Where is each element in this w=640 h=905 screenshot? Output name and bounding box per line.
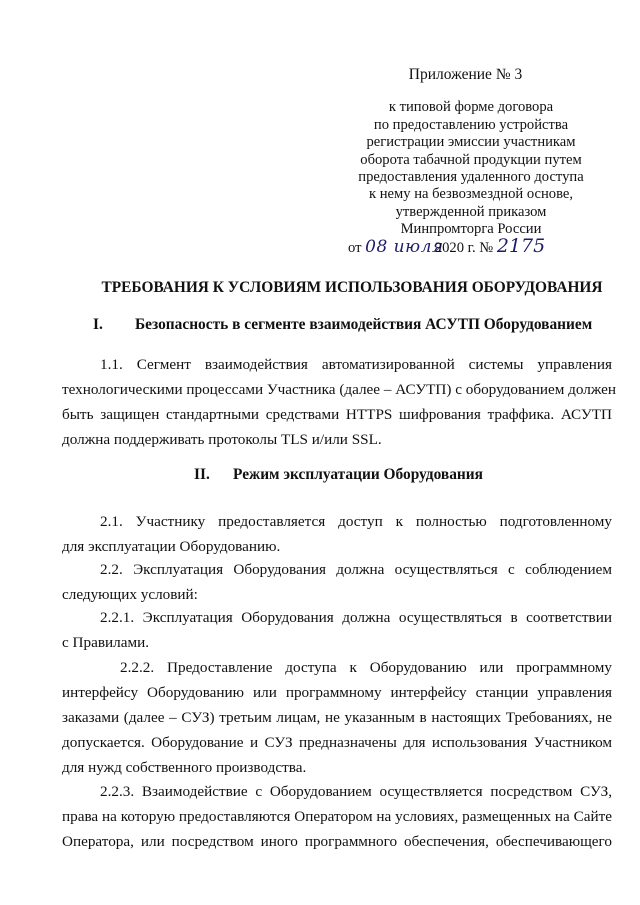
paragraph-line: заказами (далее – СУЗ) третьим лицам, не указанным в настоящих Требованиях, не [62,709,612,726]
paragraph-line: допускается. Оборудование и СУЗ предназначены для использования Участником [62,734,612,751]
header-line: предоставления удаленного доступа [358,169,584,185]
paragraph-2-2-2 [62,655,612,780]
handwritten-order-number: 2175 [496,235,546,257]
paragraph-line: быть защищен стандартными средствами HTTPS шифрования траффика. АСУТП [62,406,612,423]
paragraph-2-2-3 [62,779,612,854]
section-2-heading: Режим эксплуатации Оборудования [233,466,483,483]
order-reference [348,235,598,257]
document-title: ТРЕБОВАНИЯ К УСЛОВИЯМ ИСПОЛЬЗОВАНИЯ ОБОРУДОВАНИЯ [101,279,603,296]
header-line: регистрации эмиссии участникам [366,134,576,150]
header-line: по предоставлению устройства [373,117,569,133]
paragraph-2-1 [62,509,612,559]
header-line: к нему на безвозмездной основе, [369,186,573,202]
appendix-label: Приложение № 3 [408,66,523,83]
header-line: оборота табачной продукции путем [360,152,582,168]
paragraph-line: 2.2.1. Эксплуатация Оборудования должна осуществляться в соответствии [100,609,612,626]
paragraph-line: 2.2.2. Предоставление доступа к Оборудованию или программному [120,659,612,676]
paragraph-line: 1.1. Сегмент взаимодействия автоматизированной системы управления [100,356,612,373]
paragraph-2-2-1 [62,605,612,655]
paragraph-2-2 [62,557,612,607]
header-line: утвержденной приказом [395,204,547,220]
section-1-number: I. [93,316,103,333]
paragraph-line: 2.2.3. Взаимодействие с Оборудованием осуществляется посредством СУЗ, [100,783,612,800]
order-year: 2020 г. № [434,240,494,256]
paragraph-line: права на которую предоставляются Оператором на условиях, размещенных на Сайте [62,808,612,825]
handwritten-date: 08 июля [365,237,444,257]
paragraph-line: технологическими процессами Участника (далее – АСУТП) с оборудованием должен [62,381,617,398]
order-prefix: от [348,240,362,256]
header-line: к типовой форме договора [388,99,554,115]
paragraph-line: с Правилами. [62,634,149,651]
paragraph-line: следующих условий: [62,586,198,603]
section-2-number: II. [194,466,210,483]
header-line: Минпромторга России [400,221,542,237]
paragraph-line: должна поддерживать протоколы TLS и/или SSL. [62,431,382,448]
paragraph-line: 2.1. Участнику предоставляется доступ к полностью подготовленному [100,513,612,530]
section-1-heading: Безопасность в сегменте взаимодействия АСУТП Оборудованием [135,316,593,333]
paragraph-1-1 [62,352,617,452]
paragraph-line: Оператора, или посредством иного программного обеспечения, обеспечивающего [62,833,612,850]
paragraph-line: для нужд собственного производства. [62,759,307,776]
paragraph-line: 2.2. Эксплуатация Оборудования должна осуществляться с соблюдением [100,561,612,578]
paragraph-line: интерфейсу Оборудованию или программному интерфейсу станции управления [62,684,612,701]
paragraph-line: для эксплуатации Оборудованию. [62,538,281,555]
